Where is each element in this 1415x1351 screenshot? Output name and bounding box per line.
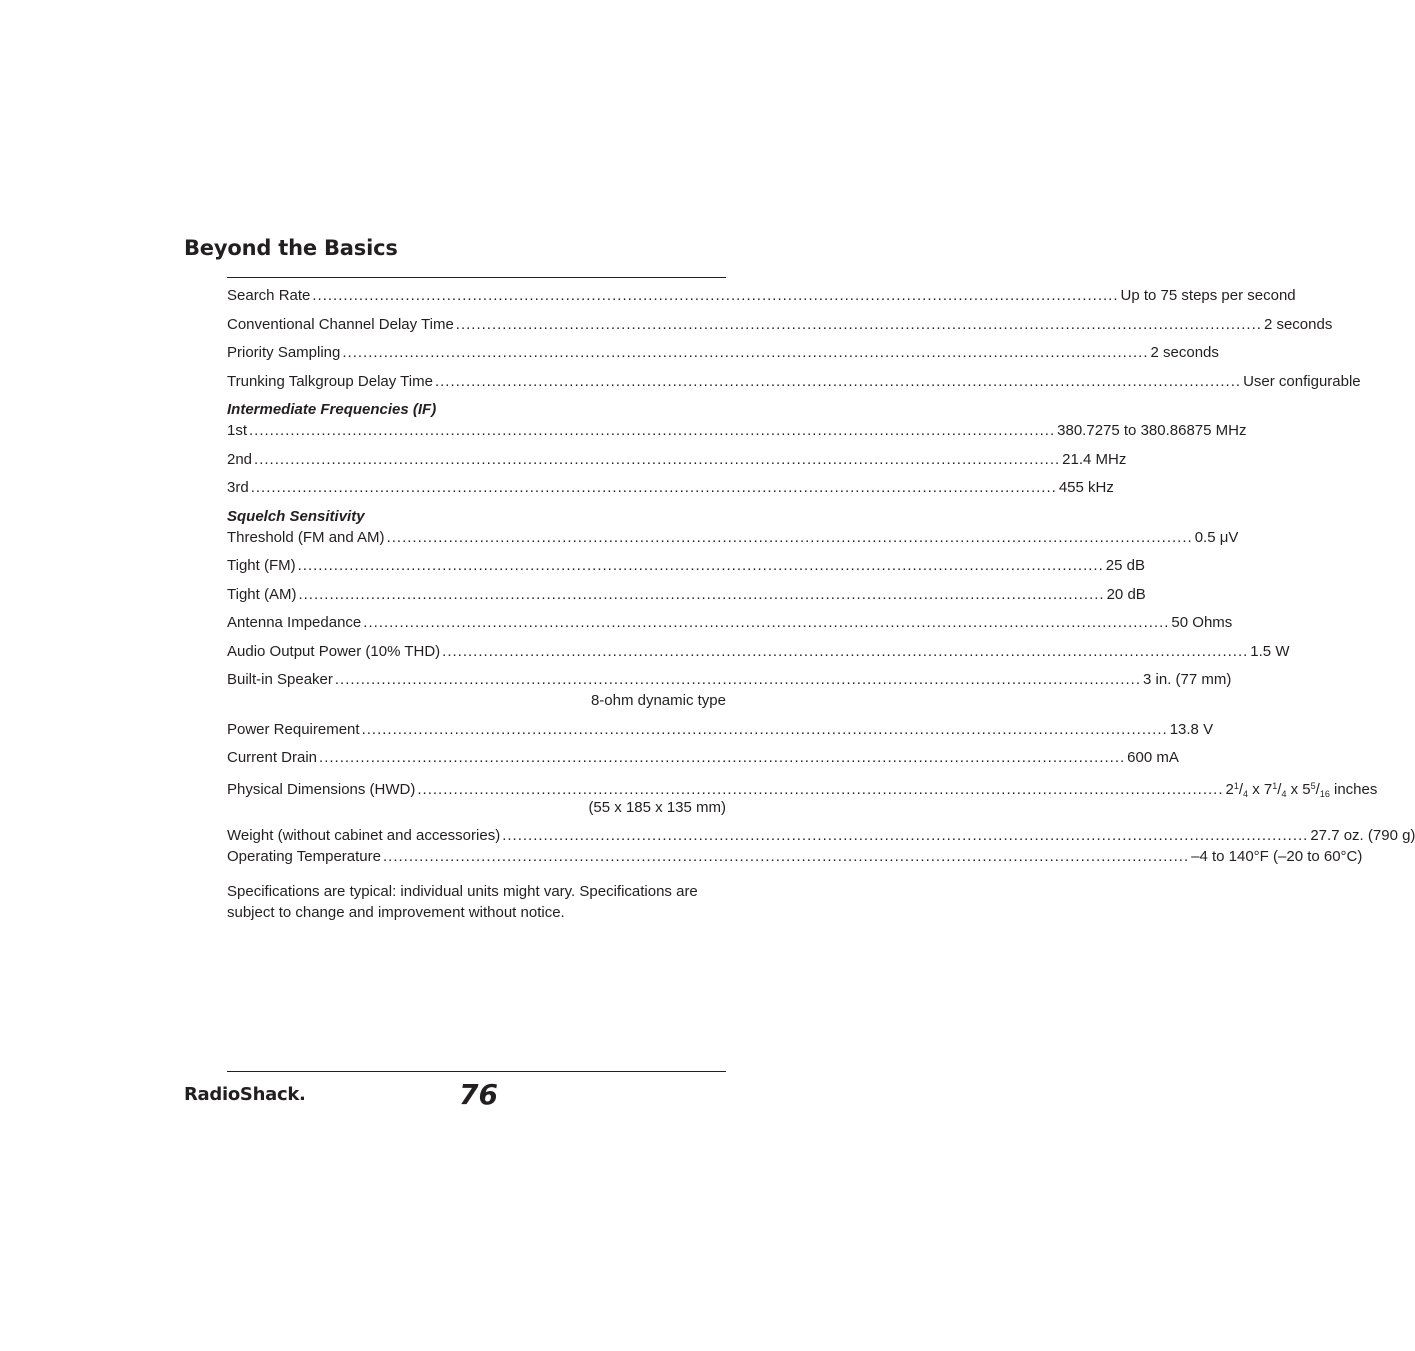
spec-label: Search Rate [227, 287, 311, 304]
depth-whole: 5 [1302, 780, 1311, 798]
spec-row-audio-output [227, 641, 1290, 662]
spec-label: Current Drain [227, 749, 318, 766]
specifications-list [227, 285, 1415, 938]
dot-leader: ............................................................................................................................................................ [361, 720, 1168, 738]
dot-leader: ............................................................................................................................................................ [334, 671, 1142, 688]
spec-label: Built-in Speaker [227, 671, 333, 688]
spec-label: Audio Output Power (10% THD) [227, 642, 441, 660]
spec-label: Conventional Channel Delay Time [227, 315, 454, 333]
times-sign: x [1248, 780, 1264, 798]
times-sign: x [1286, 780, 1303, 798]
spec-row-squelch-tight-fm [227, 555, 1145, 576]
dot-leader: ............................................................................................................................................................ [250, 479, 1057, 496]
spec-row-if-2nd [227, 449, 1127, 470]
dot-leader: ............................................................................................................................................................ [434, 372, 1242, 390]
spec-row-channel-delay [227, 314, 1333, 335]
spec-label: Weight (without cabinet and accessories) [227, 827, 501, 844]
spec-label: 3rd [227, 479, 249, 496]
spec-label: Operating Temperature [227, 848, 381, 865]
width-numerator: 1 [1272, 780, 1278, 791]
spec-row-weight [227, 825, 1415, 846]
spec-label: Tight (AM) [227, 585, 297, 603]
depth-numerator: 5 [1310, 780, 1316, 791]
spec-label: Power Requirement [227, 720, 360, 738]
spec-label: Tight (FM) [227, 557, 296, 574]
spec-value: 380.7275 to 380.86875 MHz [1057, 422, 1247, 439]
spec-row-power-requirement [227, 719, 1214, 740]
spec-row-speaker [227, 669, 1232, 690]
dot-leader: ............................................................................................................................................................ [312, 287, 1119, 304]
dot-leader: ............................................................................................................................................................ [442, 642, 1249, 660]
spec-label: Threshold (FM and AM) [227, 528, 385, 546]
if-heading: Intermediate Frequencies (IF) [227, 401, 437, 418]
spec-row-if-3rd [227, 477, 1114, 498]
spec-row-dimensions [227, 776, 1378, 799]
top-divider [227, 277, 726, 278]
dot-leader: ............................................................................................................................................................ [342, 344, 1149, 361]
spec-label: 2nd [227, 450, 253, 468]
spec-value: 2 seconds [1263, 315, 1333, 333]
spec-value: Up to 75 steps per second [1120, 287, 1296, 304]
spec-row-search-rate [227, 285, 1296, 306]
squelch-heading: Squelch Sensitivity [227, 507, 365, 525]
dimensions-continuation: (55 x 185 x 135 mm) [588, 798, 726, 816]
spec-row-current-drain [227, 747, 1179, 768]
width-denominator: 4 [1281, 788, 1287, 799]
dimensions-unit: inches [1329, 780, 1378, 798]
height-whole: 2 [1225, 780, 1234, 798]
spec-value: 50 Ohms [1171, 614, 1233, 631]
spec-value: User configurable [1243, 372, 1361, 390]
dot-leader: ............................................................................................................................................................ [249, 422, 1056, 439]
spec-value: 2 seconds [1150, 344, 1219, 361]
section-title: Beyond the Basics [184, 236, 398, 260]
dot-leader: ............................................................................................................................................................ [386, 528, 1193, 546]
spec-row-squelch-threshold [227, 527, 1239, 548]
spec-row-squelch-tight-am [227, 584, 1146, 605]
dot-leader: ............................................................................................................................................................ [319, 749, 1126, 766]
spec-label: Antenna Impedance [227, 614, 362, 631]
spec-value: 3 in. (77 mm) [1143, 671, 1232, 688]
spec-row-antenna-impedance [227, 612, 1233, 633]
dot-leader: ............................................................................................................................................................ [382, 848, 1190, 865]
spec-value: 0.5 μV [1194, 528, 1239, 546]
spec-value: 25 dB [1105, 557, 1145, 574]
specifications-note: Specifications are typical: individual units might vary. Specifications are subject to change and improvement without notice. [227, 883, 698, 921]
spec-value: 20 dB [1106, 585, 1146, 603]
spec-row-operating-temperature [227, 846, 1363, 867]
dot-leader: ............................................................................................................................................................ [417, 780, 1224, 798]
speaker-continuation: 8-ohm dynamic type [590, 692, 726, 709]
spec-value: 600 mA [1127, 749, 1179, 766]
dot-leader: ............................................................................................................................................................ [254, 450, 1061, 468]
spec-value: –4 to 140°F (–20 to 60°C) [1191, 848, 1363, 865]
spec-label: Priority Sampling [227, 344, 341, 361]
page-number: 76 [459, 1078, 498, 1111]
spec-row-priority-sampling [227, 342, 1219, 363]
height-denominator: 4 [1243, 788, 1249, 799]
spec-value: 13.8 V [1169, 720, 1214, 738]
dot-leader: ............................................................................................................................................................ [363, 614, 1170, 631]
spec-label: Trunking Talkgroup Delay Time [227, 372, 433, 390]
spec-label: Physical Dimensions (HWD) [227, 780, 416, 798]
bottom-divider [227, 1071, 726, 1072]
spec-row-if-1st [227, 420, 1247, 441]
dot-leader: ............................................................................................................................................................ [455, 315, 1262, 333]
radioshack-logo: RadioShack. [184, 1084, 306, 1105]
spec-value: 455 kHz [1058, 479, 1114, 496]
dot-leader: ............................................................................................................................................................ [297, 557, 1104, 574]
dimensions-value: $2^1/_4$ x $7^1/_4$ x $5^5/_{16}$ inches [1225, 780, 1378, 799]
spec-label: 1st [227, 422, 248, 439]
spec-value: 27.7 oz. (790 g) [1310, 827, 1415, 844]
spec-value: 1.5 W [1250, 642, 1290, 660]
width-whole: 7 [1263, 780, 1273, 798]
spec-value: 21.4 MHz [1062, 450, 1127, 468]
dot-leader: ............................................................................................................................................................ [502, 827, 1309, 844]
depth-denominator: 16 [1319, 788, 1330, 799]
height-numerator: 1 [1233, 780, 1239, 791]
dot-leader: ............................................................................................................................................................ [298, 585, 1105, 603]
spec-row-talkgroup-delay [227, 371, 1361, 392]
